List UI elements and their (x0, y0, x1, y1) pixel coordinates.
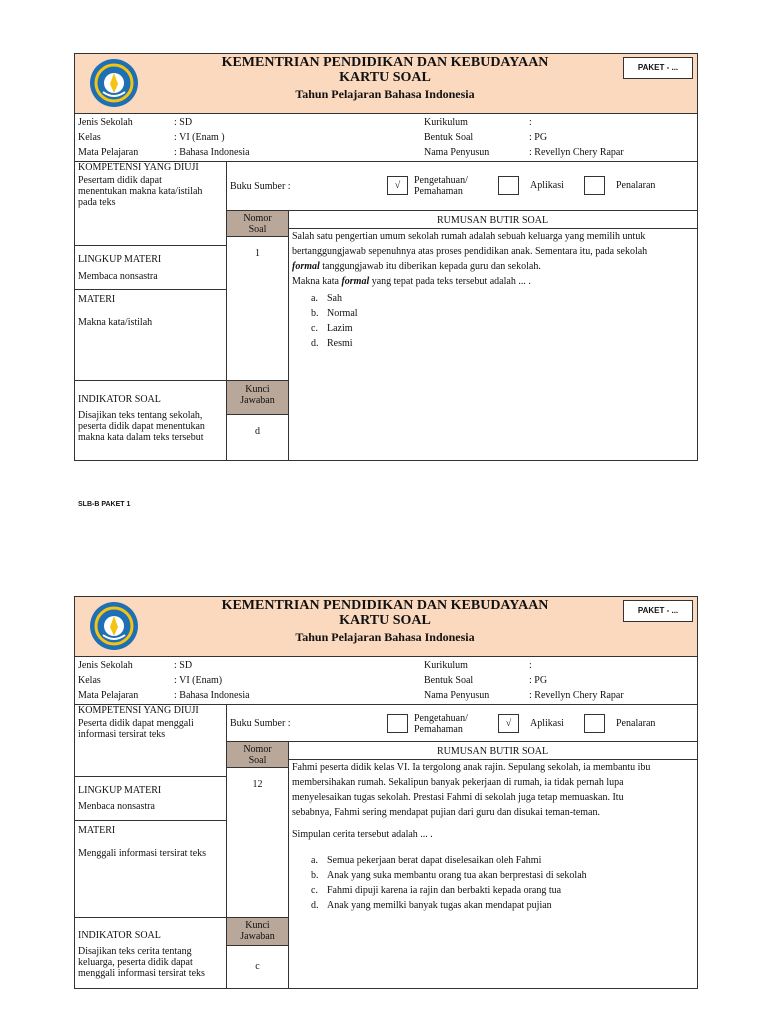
row-divider (226, 210, 697, 211)
ministry-title: KEMENTRIAN PENDIDIKAN DAN KEBUDAYAAN (221, 598, 549, 613)
row-divider (226, 767, 288, 768)
nama-penyusun-label: Nama Penyusun (424, 690, 490, 701)
stimulus-line: Salah satu pengertian umum sekolah rumah adalah sebuah keluarga yang memilih untuk (292, 231, 646, 242)
card-body (75, 162, 697, 460)
stimulus-line: sebabnya, Fahmi sering mendapat pujian dari guru dan disukai teman-teman. (292, 807, 600, 818)
stimulus-line: bertanggungjawab sepenuhnya atas proses pendidikan anak. Sementara itu, pada sekolah (292, 246, 648, 257)
penalaran-label: Penalaran (616, 180, 656, 191)
stimulus-line: menyelesaikan tugas sekolah. Prestasi Fahmi di sekolah juga tetap memuaskan. Itu (292, 792, 624, 803)
answer-option-b[interactable]: b. Anak yang suka membantu orang tua akan berprestasi di sekolah (311, 870, 587, 881)
pengetahuan-label: Pengetahuan/ Pemahaman (414, 175, 468, 197)
kompetensi-heading: KOMPETENSI YANG DIUJI (78, 162, 199, 173)
row-divider (75, 289, 226, 290)
row-divider (75, 917, 226, 918)
question-text: Simpulan cerita tersebut adalah ... . (292, 829, 433, 840)
buku-sumber-label: Buku Sumber : (230, 718, 291, 729)
pengetahuan-checkbox[interactable]: √ (387, 176, 408, 195)
bentuk-soal-label: Bentuk Soal (424, 132, 474, 143)
question-card-2 (74, 596, 698, 989)
jenis-sekolah-value: : SD (174, 117, 193, 128)
row-divider (75, 380, 226, 381)
aplikasi-checkbox[interactable] (498, 176, 519, 195)
aplikasi-label: Aplikasi (530, 718, 564, 729)
indikator-text: Disajikan teks cerita tentang keluarga, peserta didik dapat menggali informasi tersirat teks (78, 946, 205, 979)
penalaran-checkbox[interactable] (584, 714, 605, 733)
paket-box: PAKET - ... (623, 600, 693, 622)
kompetensi-heading: KOMPETENSI YANG DIUJI (78, 705, 199, 716)
bentuk-soal-label: Bentuk Soal (424, 675, 474, 686)
answer-option-c[interactable]: c. Fahmi dipuji karena ia rajin dan berbakti kepada orang tua (311, 885, 562, 896)
penalaran-label: Penalaran (616, 718, 656, 729)
pengetahuan-checkbox[interactable] (387, 714, 408, 733)
card-body (75, 705, 697, 988)
column-divider (288, 742, 289, 988)
bentuk-soal-value: : PG (529, 132, 548, 143)
answer-option-a[interactable]: a. Sah (311, 293, 342, 304)
kunci-label: Kunci Jawaban (240, 920, 275, 942)
bentuk-soal-value: : PG (529, 675, 548, 686)
row-divider (226, 236, 288, 237)
indikator-text: Disajikan teks tentang sekolah, peserta didik dapat menentukan makna kata dalam teks tersebut (78, 410, 205, 443)
jenis-sekolah-label: Jenis Sekolah (78, 660, 133, 671)
row-divider (75, 245, 226, 246)
mata-pelajaran-label: Mata Pelajaran (78, 690, 139, 701)
answer-options (311, 853, 587, 913)
card-title: KARTU SOAL (339, 70, 431, 85)
lingkup-value: Menbaca nonsastra (78, 801, 155, 812)
nomor-soal-label: Nomor Soal (243, 213, 272, 235)
year-subtitle: Tahun Pelajaran Bahasa Indonesia (295, 87, 475, 101)
lingkup-value: Membaca nonsastra (78, 271, 158, 282)
question-card-1 (74, 53, 698, 461)
rumusan-heading: RUMUSAN BUTIR SOAL (436, 746, 549, 757)
row-divider (226, 414, 288, 415)
nomor-soal-value: 12 (252, 779, 263, 790)
kelas-label: Kelas (78, 132, 101, 143)
answer-option-d[interactable]: d. Anak yang memilki banyak tugas akan mendapat pujian (311, 900, 552, 911)
mata-pelajaran-value: : Bahasa Indonesia (174, 690, 250, 701)
indikator-heading: INDIKATOR SOAL (78, 930, 161, 941)
buku-sumber-label: Buku Sumber : (230, 181, 291, 192)
jenis-sekolah-label: Jenis Sekolah (78, 117, 133, 128)
mata-pelajaran-label: Mata Pelajaran (78, 147, 139, 158)
kelas-value: : VI (Enam ) (174, 132, 225, 143)
row-divider (75, 820, 226, 821)
row-divider (288, 759, 697, 760)
row-divider (75, 776, 226, 777)
nama-penyusun-value: : Revellyn Chery Rapar (529, 690, 624, 701)
stimulus-line: Fahmi peserta didik kelas VI. Ia tergolong anak rajin. Sepulang sekolah, ia membantu ibu (292, 762, 651, 773)
paket-box: PAKET - ... (623, 57, 693, 79)
row-divider (226, 945, 288, 946)
kurikulum-label: Kurikulum (424, 117, 468, 128)
materi-heading: MATERI (78, 825, 116, 836)
answer-option-b[interactable]: b. Normal (311, 308, 358, 319)
kunci-label: Kunci Jawaban (240, 384, 275, 406)
indikator-heading: INDIKATOR SOAL (78, 394, 161, 405)
kurikulum-value: : (529, 660, 532, 671)
card-title: KARTU SOAL (339, 613, 431, 628)
materi-value: Menggali informasi tersirat teks (78, 848, 207, 859)
row-divider (226, 741, 697, 742)
materi-heading: MATERI (78, 294, 116, 305)
kunci-value: d (255, 426, 260, 437)
mata-pelajaran-value: : Bahasa Indonesia (174, 147, 250, 158)
answer-option-c[interactable]: c. Lazim (311, 323, 353, 334)
card-header (75, 54, 697, 114)
info-section (75, 657, 697, 705)
stimulus-line: formal tanggungjawab itu diberikan kepada guru dan sekolah. (292, 261, 541, 272)
rumusan-heading: RUMUSAN BUTIR SOAL (436, 215, 549, 226)
kelas-label: Kelas (78, 675, 101, 686)
kompetensi-text: Pesertam didik dapat menentukan makna kata/istilah pada teks (78, 175, 203, 208)
kompetensi-text: Peserta didik dapat menggali informasi tersirat teks (78, 718, 194, 740)
tut-wuri-handayani-logo-icon (89, 58, 139, 108)
kurikulum-label: Kurikulum (424, 660, 468, 671)
tut-wuri-handayani-logo-icon (89, 601, 139, 651)
nomor-soal-value: 1 (255, 248, 260, 259)
materi-value: Makna kata/istilah (78, 317, 153, 328)
answer-options (311, 291, 358, 351)
card-header (75, 597, 697, 657)
pengetahuan-label: Pengetahuan/ Pemahaman (414, 713, 468, 735)
stimulus-line: membersihakan rumah. Sekalipun banyak pekerjaan di rumah, ia tidak pernah lupa (292, 777, 624, 788)
year-subtitle: Tahun Pelajaran Bahasa Indonesia (295, 630, 475, 644)
row-divider (288, 228, 697, 229)
kelas-value: : VI (Enam) (174, 675, 223, 686)
lingkup-heading: LINGKUP MATERI (78, 254, 162, 265)
penalaran-checkbox[interactable] (584, 176, 605, 195)
lingkup-heading: LINGKUP MATERI (78, 785, 162, 796)
jenis-sekolah-value: : SD (174, 660, 193, 671)
answer-option-d[interactable]: d. Resmi (311, 338, 353, 349)
aplikasi-label: Aplikasi (530, 180, 564, 191)
kunci-value: c (255, 961, 260, 972)
nomor-soal-label: Nomor Soal (243, 744, 272, 766)
nama-penyusun-value: : Revellyn Chery Rapar (529, 147, 624, 158)
column-divider (226, 162, 227, 460)
kurikulum-value: : (529, 117, 532, 128)
footer-label: SLB-B PAKET 1 (78, 501, 131, 508)
column-divider (288, 211, 289, 460)
info-section (75, 114, 697, 162)
question-text: Makna kata formal yang tepat pada teks tersebut adalah ... . (292, 276, 531, 287)
nama-penyusun-label: Nama Penyusun (424, 147, 490, 158)
ministry-title: KEMENTRIAN PENDIDIKAN DAN KEBUDAYAAN (221, 55, 549, 70)
answer-option-a[interactable]: a. Semua pekerjaan berat dapat diselesaikan oleh Fahmi (311, 855, 542, 866)
aplikasi-checkbox[interactable]: √ (498, 714, 519, 733)
